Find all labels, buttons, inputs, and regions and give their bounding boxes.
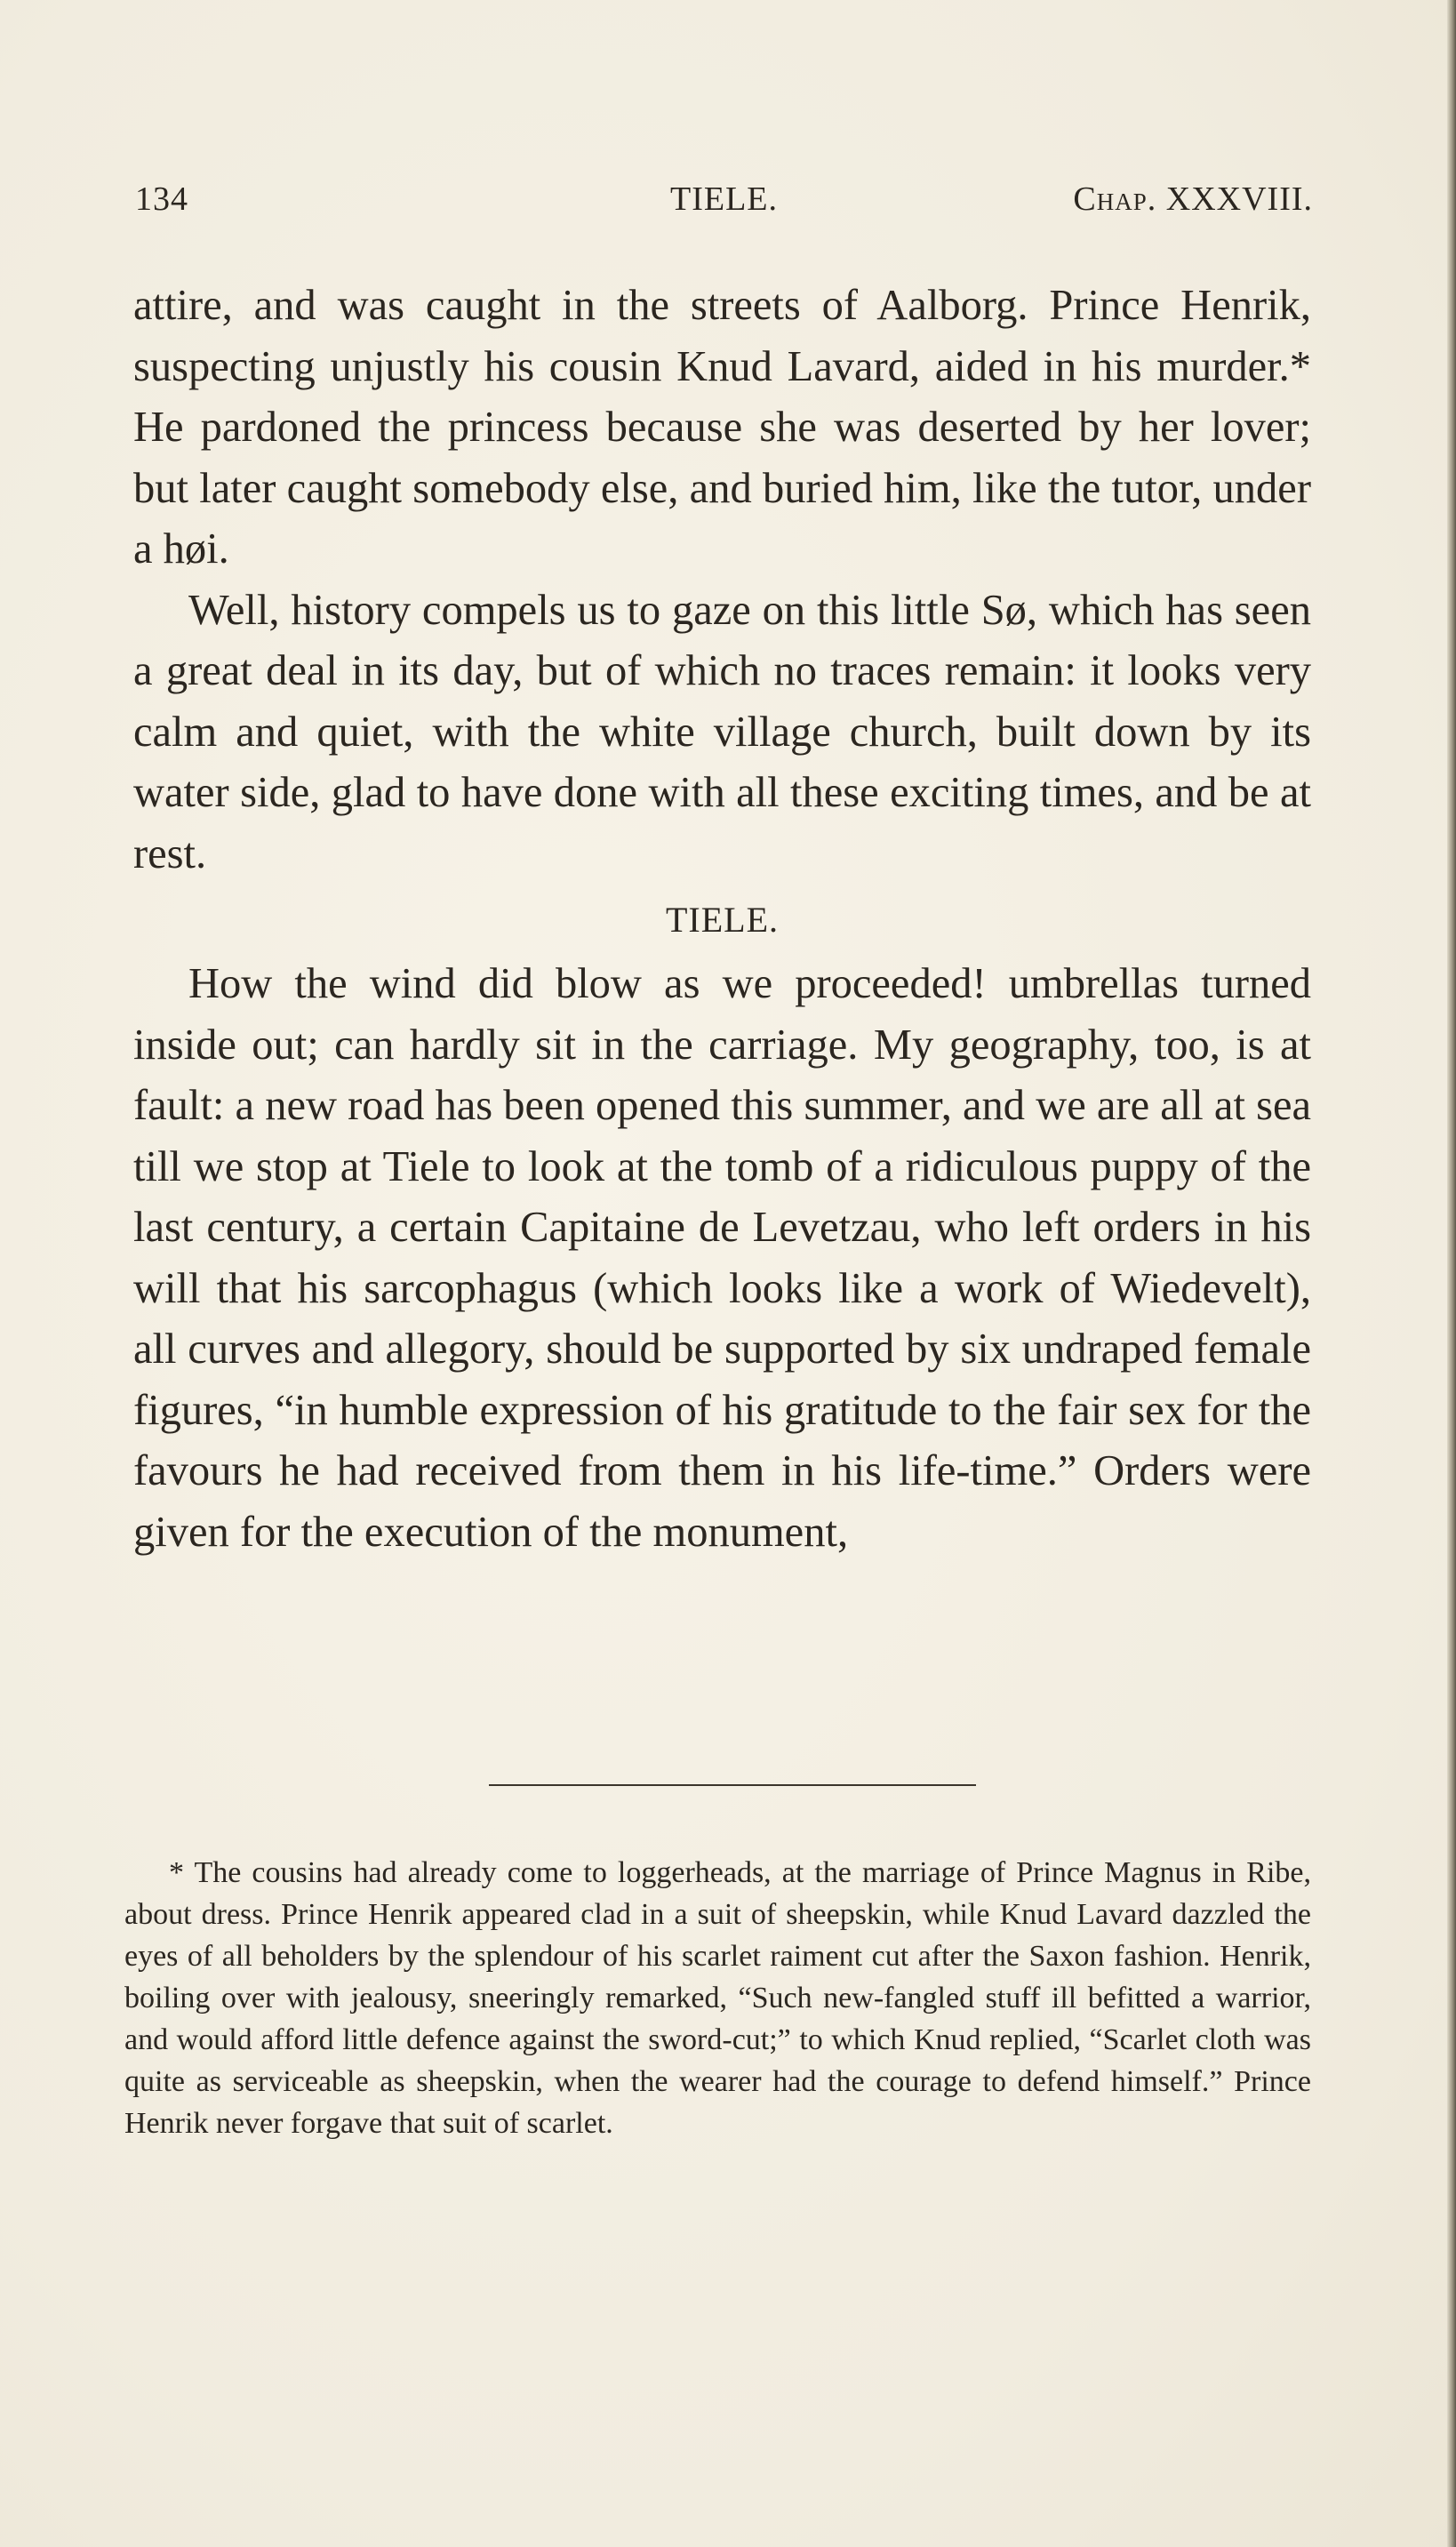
section-heading: TIELE. xyxy=(665,900,780,940)
paragraph-continued: attire, and was caught in the streets of Aalborg. Prince Henrik, suspecting unjustly his cousin Knud Lavard, aided in his murder.* He pardoned the princess because she was deserted by her lover; but later caught somebody else, and buried him, like the tutor, under a høi. xyxy=(133,282,1311,573)
paragraph-history: Well, history compels us to gaze on this little Sø, which has seen a great deal in its day, but of which no traces remain: it looks very calm and quiet, with the white village church, built down by its water side, glad to have done with all these exciting times, and be at rest. xyxy=(133,586,1311,877)
page-number: 134 xyxy=(135,180,188,218)
page-edge-shadow xyxy=(1447,0,1456,2547)
body-text xyxy=(133,276,1311,1563)
running-title: TIELE. xyxy=(669,180,778,218)
paragraph-tiele: How the wind did blow as we proceeded! umbrellas turned inside out; can hardly sit in the carriage. My geography, too, is at fault: a new road has been opened this summer, and we are all at sea till we stop at Tiele to look at the tomb of a ridiculous puppy of the last century, a certain Capitaine de Levetzau, who left orders in his will that his sarcophagus (which looks like a work of Wiedevelt), all curves and allegory, should be supported by six undraped female figures, “in humble expression of his gratitude to the fair sex for the favours he had received from them in his life-time.” Orders were given for the execution of the monument, xyxy=(133,960,1311,1556)
footnote: * The cousins had already come to loggerheads, at the marriage of Prince Magnus in Ribe, about dress. Prince Henrik appeared clad in a suit of sheepskin, while Knud Lavard dazzled the eyes of all beholders by the splendour of his scarlet raiment cut after the Saxon fashion. Henrik, boiling over with jealousy, sneeringly remarked, “Such new-fangled stuff ill befitted a warrior, and would afford little defence against the sword-cut;” to which Knud replied, “Scarlet cloth was quite as serviceable as sheepskin, when the wearer had the courage to defend himself.” Prince Henrik never forgave that suit of scarlet. xyxy=(124,1856,1311,2140)
page-header xyxy=(135,180,1313,233)
footnote-divider xyxy=(489,1784,976,1786)
chapter-label: Chap. XXXVIII. xyxy=(1073,180,1313,218)
